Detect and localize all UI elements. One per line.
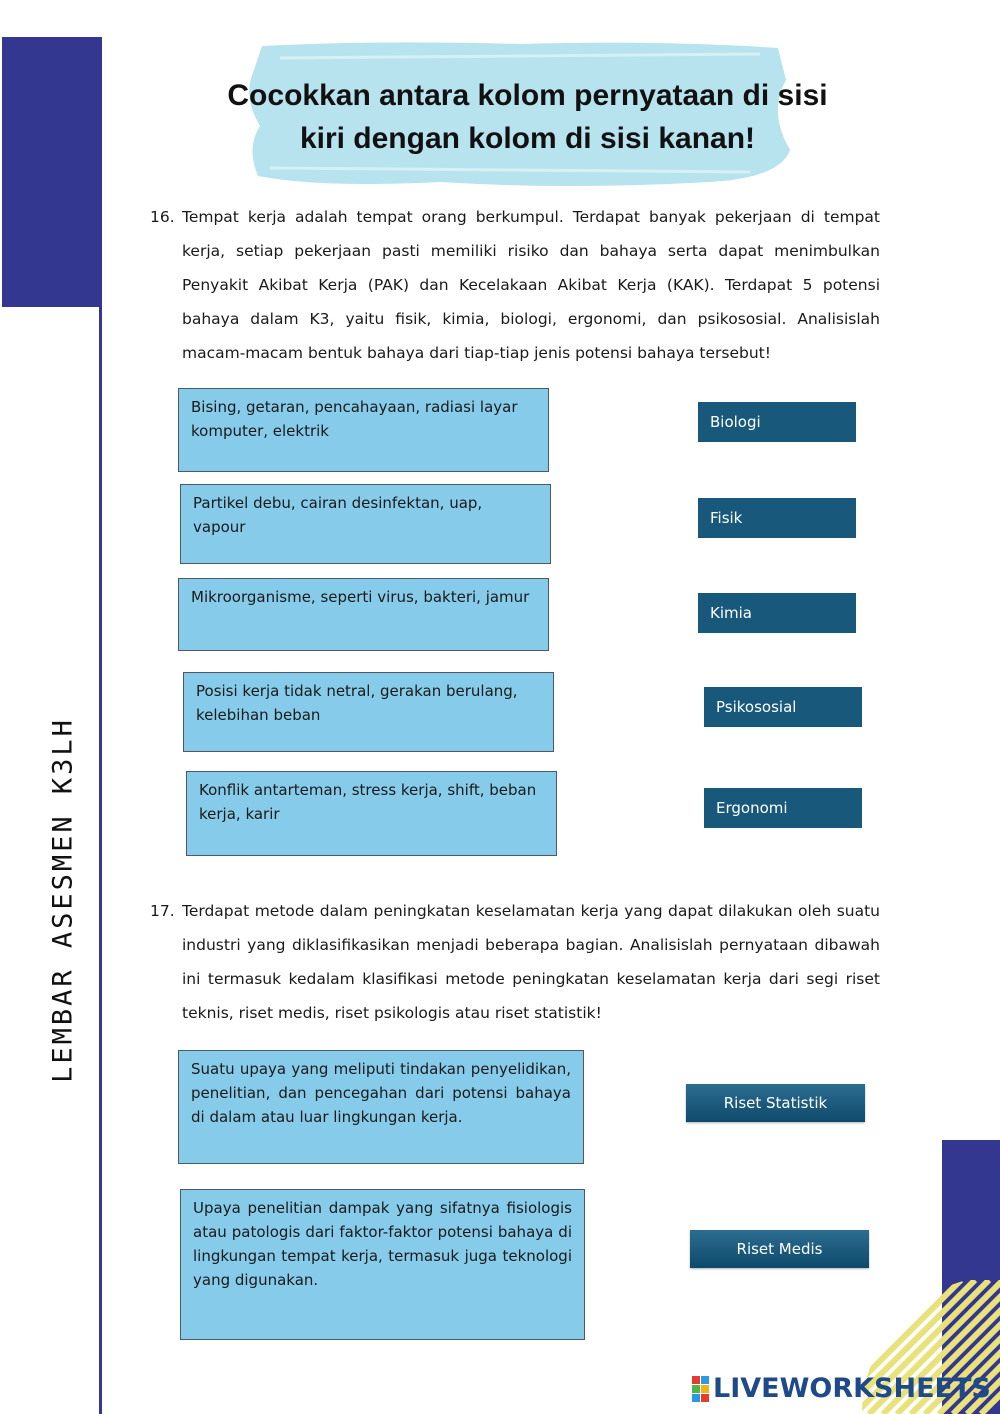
question-17-number: 17.: [150, 902, 175, 920]
q16-option-fisik[interactable]: Fisik: [698, 498, 856, 538]
logo-text: LIVEWORKSHEETS: [713, 1373, 991, 1404]
question-16-text: Tempat kerja adalah tempat orang berkumpul. Terdapat banyak pekerjaan di tempat kerja, setiap pekerjaan pasti memiliki risiko dan bahaya serta dapat menimbulkan Penyakit Akibat Kerja (PAK) dan Kecelakaan Akibat Kerja (KAK). Terdapat 5 potensi bahaya dalam K3, yaitu fisik, kimia, biologi, ergonomi, dan psikososial. Analisislah macam-macam bentuk bahaya dari tiap-tiap jenis potensi bahaya tersebut!: [182, 208, 880, 362]
page-title-line-1: Cocokkan antara kolom pernyataan di sisi: [227, 79, 828, 112]
question-16-number: 16.: [150, 208, 175, 226]
side-accent-block: [2, 37, 102, 307]
q16-statement-3[interactable]: Mikroorganisme, seperti virus, bakteri, jamur: [178, 578, 549, 651]
q16-statement-4[interactable]: Posisi kerja tidak netral, gerakan berulang, kelebihan beban: [183, 672, 554, 752]
q17-option-riset-medis[interactable]: Riset Medis: [690, 1230, 869, 1268]
side-label: LEMBAR ASESMEN K3LH: [47, 717, 79, 1083]
q16-option-biologi[interactable]: Biologi: [698, 402, 856, 442]
question-16: [150, 200, 880, 370]
side-accent-line: [99, 307, 102, 1414]
q16-option-ergonomi[interactable]: Ergonomi: [704, 788, 862, 828]
q17-statement-2[interactable]: Upaya penelitian dampak yang sifatnya fisiologis atau patologis dari faktor-faktor potensi bahaya di lingkungan tempat kerja, termasuk juga teknologi yang digunakan.: [180, 1189, 585, 1340]
q16-statement-2[interactable]: Partikel debu, cairan desinfektan, uap, vapour: [180, 484, 551, 564]
q16-statement-1[interactable]: Bising, getaran, pencahayaan, radiasi layar komputer, elektrik: [178, 388, 549, 472]
page-title-line-2: kiri dengan kolom di sisi kanan!: [299, 122, 756, 155]
question-17: [150, 894, 880, 1030]
question-17-text: Terdapat metode dalam peningkatan keselamatan kerja yang dapat dilakukan oleh suatu industri yang diklasifikasikan menjadi beberapa bagian. Analisislah pernyataan dibawah ini termasuk kedalam klasifikasi metode peningkatan keselamatan kerja dari segi riset teknis, riset medis, riset psikologis atau riset statistik!: [182, 902, 880, 1022]
liveworksheets-logo[interactable]: [692, 1373, 991, 1404]
q16-option-kimia[interactable]: Kimia: [698, 593, 856, 633]
q17-statement-1[interactable]: Suatu upaya yang meliputi tindakan penyelidikan, penelitian, dan pencegahan dari potensi bahaya di dalam atau luar lingkungan kerja.: [178, 1050, 584, 1164]
q16-statement-5[interactable]: Konflik antarteman, stress kerja, shift, beban kerja, karir: [186, 771, 557, 856]
logo-mark-icon: [692, 1376, 709, 1402]
q17-option-riset-statistik[interactable]: Riset Statistik: [686, 1084, 865, 1122]
page-title: [200, 74, 855, 160]
q16-option-psikososial[interactable]: Psikososial: [704, 687, 862, 727]
